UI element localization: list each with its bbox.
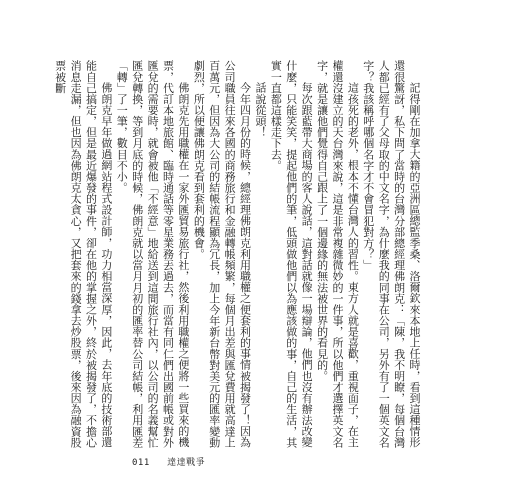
page-number: 011 [132, 458, 150, 468]
paragraph-3: 每次跟藍帶大商場的客人說話，這對話就像一場辯論，他們也沒有辦法改變什麼，只能笑笑，提起他們的筆，低頭做他們以為應該做的事，自己的生活，其實一直都這樣走下去。 [269, 60, 314, 448]
book-title: 達達戰爭 [167, 458, 206, 468]
page-footer [132, 455, 205, 468]
paragraph-6: 佛朗克先用職權在一家外匯貿易旅行社，然後利用職權之便將一些買來的機票，代訂本地旅館、臨時通話等零星業務丟過去，而當有同仁們出國前帳或對外匯兌的需要時，就會被他「不經意」地給送到這間旅行社內，以公司的名義幫忙匯兌轉換，等到月底的時候，佛朗克就以當月月初的匯率替公司結帳，利用匯差「轉」了一筆，數目不小。 [115, 60, 190, 448]
paragraph-4: 話說從頭！ [253, 82, 267, 138]
vertical-text-body [53, 60, 422, 455]
paragraph-7: 佛朗克早年做過網站程式設計師，功力相當深厚，因此，去年底的技術部還能自己搞定，但是最近爆發的事件，卻在他的掌握之外，終於被揭發了，不擔心消息走漏，但也因為佛朗克太貪心，又把套來的錢拿去炒股票，後來因為融資股票被斷 [53, 60, 113, 448]
paragraph-5: 今年四月份的時候，總經理佛朗克利用職權之便套利的事情被揭發了！因為公司職員往來各國的商務旅行和金融轉帳頻繁，每個月出差與匯兌費用就高達上百萬元，但因為大公司的結帳流程顯為冗長，加上今年新台幣對美元的匯率變動劇烈，所以便讓佛朗克看到套利的機會。 [192, 60, 252, 448]
paragraph-2: 這孩死的老外，根本不懂台灣人的習性。東方人就是喜歡，重視面子，在主權還沒建立的天台灣來說，這是非常複雜微妙的一件事，所以他們才選擇英文名字，就是讓他們覺得自己跟上了一個邊緣的無法被世界的看見的。 [315, 60, 360, 448]
paragraph-1: 記得剛在加拿大籍的亞洲區總監季桑、洛爾欽來本地上任時，看到這種情形還很驚訝，私下問了當時的台灣分部總經理佛朗克：「陳，我不明瞭，每個台灣人都已經有了父母取的中文名字，為什麼我的同事在公司，另外有了一個英文名字？我該稱呼哪個名字才不會冒犯對方？」 [361, 60, 421, 448]
